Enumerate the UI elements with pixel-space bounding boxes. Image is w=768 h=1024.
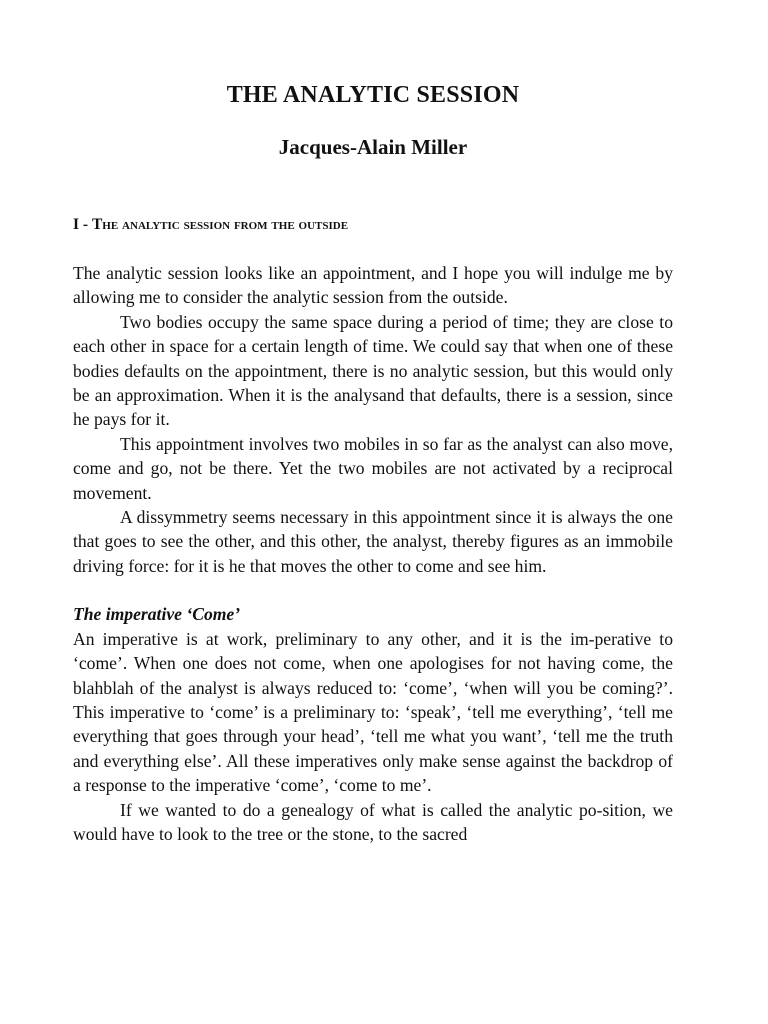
section-number: I - [73, 216, 89, 233]
paragraph: If we wanted to do a genealogy of what is called the analytic po-sition, we would have to look to the tree or the stone, to the sacred [73, 799, 673, 844]
section-heading [73, 214, 673, 236]
paragraph: An imperative is at work, preliminary to any other, and it is the im-perative to ‘come’. When one does not come, when one apologises for not having come, the blahblah of the analyst is always reduced to: ‘come’, ‘when will you be coming?’. This imperative to ‘come’ is a preliminary to: ‘speak’, ‘tell me everything’, ‘tell me everything that goes through your head’, ‘tell me what you want’, ‘tell me the truth and everything else’. All these imperatives only make sense against the backdrop of a response to the imperative ‘come’, ‘come to me’. [73, 628, 673, 796]
document-title: THE ANALYTIC SESSION [226, 82, 520, 108]
subsection-heading: The imperative ‘Come’ [73, 604, 241, 625]
paragraph: The analytic session looks like an appointment, and I hope you will indulge me by allowing me to consider the analytic session from the outside. [73, 263, 673, 308]
section-title: The analytic session from the outside [91, 216, 349, 233]
paragraph: Two bodies occupy the same space during a period of time; they are close to each other in space for a certain length of time. We could say that when one of these bodies defaults on the appointment, there is no analytic session, but this would only be an approximation. When it is the analysand that defaults, there is a session, since he pays for it. [73, 311, 673, 430]
document-author: Jacques-Alain Miller [278, 135, 468, 159]
paragraph: A dissymmetry seems necessary in this appointment since it is always the one that goes to see the other, and this other, the analyst, thereby figures as an immobile driving force: for it is he that moves the other to come and see him. [73, 507, 673, 576]
paragraph: This appointment involves two mobiles in so far as the analyst can also move, come and go, not be there. Yet the two mobiles are not activated by a reciprocal movement. [73, 433, 673, 503]
document-page [73, 78, 673, 846]
